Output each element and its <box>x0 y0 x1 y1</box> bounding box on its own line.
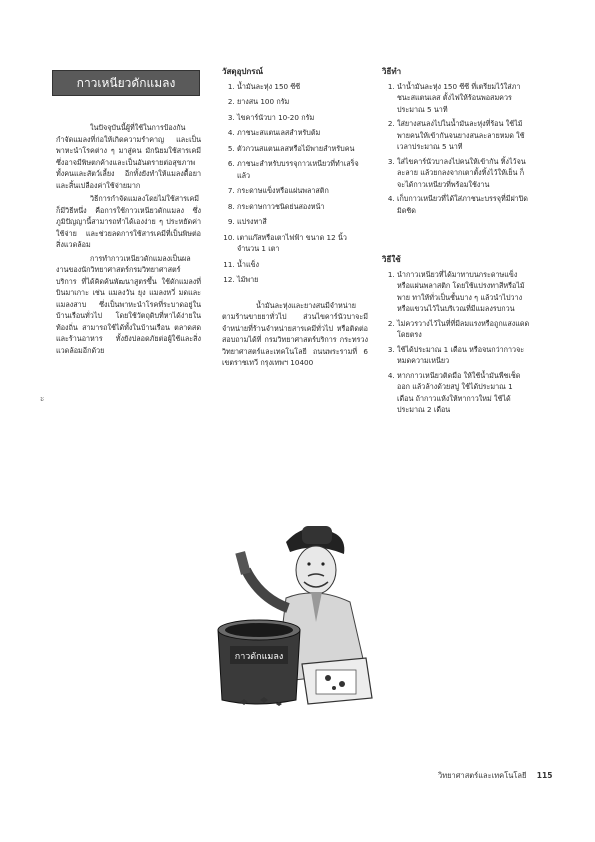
ingredients-column <box>222 66 368 369</box>
ingredient-item: 9. แปรงทาสี <box>237 216 368 228</box>
method-step: 2. ใส่ยางสนลงไปในน้ำมันละหุ่งที่ร้อน ใช้ไม้พายคนให้เข้ากันจนยางสนละลายหมด ใช้เวลาประมาณ 5 นาที <box>397 118 530 153</box>
method-heading: วิธีทำ <box>382 67 402 76</box>
intro-paragraph-3: การทำกาวเหนียวดักแมลงเป็นผลงานของนักวิทยาศาสตร์กรมวิทยาศาสตร์บริการ ที่ได้คิดค้นพัฒนาสูตรขึ้น ใช้ดักแมลงที่บินมาเกาะ เช่น แมลงวัน ยุง แมลงหวี่ มดและแมลงสาบ ซึ่งเป็นพาหะนำโรคที่ระบาดอยู่ในบ้านเรือนทั่วไป โดยใช้วัตถุดิบที่หาได้ง่ายในท้องถิ่น สามารถใช้ได้ทั้งในบ้านเรือน ตลาดสด และร้านอาหาร ทั้งยังปลอดภัยต่อผู้ใช้และสิ่งแวดล้อมอีกด้วย <box>56 253 201 355</box>
intro-paragraph-1: ในปัจจุบันนี้ผู้ที่ใช้ในการป้องกันกำจัดแมลงที่ก่อให้เกิดความรำคาญ และเป็นพาหะนำโรคต่าง ๆ มาสู่คน มักนิยมใช้สารเคมีซึ่งอาจมีพิษตกค้างและเป็นอันตรายต่อสุขภาพ ทั้งคนและสัตว์เลี้ยง อีกทั้งยังทำให้แมลงดื้อยา และสิ้นเปลืองค่าใช้จ่ายมาก <box>56 123 201 190</box>
page-footer <box>438 770 552 782</box>
method-step: 4. เก็บกาวเหนียวที่ได้ใส่ภาชนะบรรจุที่มีฝาปิดมิดชิด <box>397 193 530 216</box>
usage-step: 2. ไม่ควรวางไว้ในที่ที่มีลมแรงหรือถูกแสงแดดโดยตรง <box>397 318 530 341</box>
ingredient-item: 5. ตัวกวนสแตนเลสหรือไม้พายสำหรับคน <box>237 143 368 155</box>
ingredient-item: 7. กระดาษแข็งหรือแผ่นพลาสติก <box>237 185 368 197</box>
supplier-info: น้ำมันละหุ่งและยางสนมีจำหน่ายตามร้านขายยาทั่วไป ส่วนไขคาร์นัวบาจะมีจำหน่ายที่ร้านจำหน่ายสารเคมีทั่วไป หรือติดต่อสอบถามได้ที่ กรมวิทยาศาสตร์บริการ กระทรวงวิทยาศาสตร์และเทคโนโลยี ถนนพระรามที่ 6 เขตราชเทวี กรุงเทพฯ 10400 <box>222 300 368 367</box>
usage-heading: วิธีใช้ <box>382 255 401 264</box>
method-step: 1. นำน้ำมันละหุ่ง 150 ซีซี ที่เตรียมไว้ใส่ภาชนะสแตนเลส ตั้งไฟให้ร้อนพอสมควร ประมาณ 5 นาที <box>397 81 530 116</box>
ingredients-heading: วัสดุอุปกรณ์ <box>222 67 264 76</box>
can-label: กาวดักแมลง <box>234 652 284 662</box>
margin-mark: ะ <box>40 394 45 403</box>
article-title: กาวเหนียวดักแมลง <box>76 76 176 90</box>
ingredient-item: 12. ไม้พาย <box>237 274 368 286</box>
usage-step: 3. ใช้ได้ประมาณ 1 เดือน หรือจนกว่ากาวจะหมดความเหนียว <box>397 344 530 367</box>
ingredient-item: 8. กระดาษกาวชนิดย่นสองหน้า <box>237 201 368 213</box>
ingredient-item: 10. เตาแก๊สหรือเตาไฟฟ้า ขนาด 12 นิ้ว จำนวน 1 เตา <box>237 232 368 255</box>
method-column <box>382 66 530 419</box>
ingredient-item: 1. น้ำมันละหุ่ง 150 ซีซี <box>237 81 368 93</box>
ingredient-item: 11. น้ำแข็ง <box>237 259 368 271</box>
ingredient-item: 3. ไขคาร์นัวบา 10-20 กรัม <box>237 112 368 124</box>
ingredients-list <box>222 81 368 286</box>
illustration-man-with-glue-can <box>216 512 376 708</box>
ingredient-item: 6. ภาชนะสำหรับบรรจุกาวเหนียวที่ทำเสร็จแล้ว <box>237 158 368 181</box>
method-step: 3. ใส่ไขคาร์นัวบาลงไปคนให้เข้ากัน ทิ้งไว้จนละลาย แล้วยกลงจากเตาตั้งทิ้งไว้ให้เย็น ก็จะได้กาวเหนียวที่พร้อมใช้งาน <box>397 156 530 191</box>
usage-steps <box>382 269 530 416</box>
intro-paragraph-2: วิธีการกำจัดแมลงโดยไม่ใช้สารเคมีก็มีวิธีหนึ่ง คือการใช้กาวเหนียวดักแมลง ซึ่งภูมิปัญญานี้สามารถทำได้เองง่าย ๆ ประหยัดค่าใช้จ่าย และช่วยลดการใช้สารเคมีที่เป็นพิษต่อสิ่งแวดล้อม <box>56 194 201 249</box>
page-number: 115 <box>536 771 553 780</box>
usage-step: 1. นำกาวเหนียวที่ได้มาทาบนกระดาษแข็งหรือแผ่นพลาสติก โดยใช้แปรงทาสีหรือไม้พาย ทาให้ทั่วเป็นชั้นบาง ๆ แล้วนำไปวางหรือแขวนไว้ในบริเวณที่มีแมลงรบกวน <box>397 269 530 315</box>
ingredient-item: 2. ยางสน 100 กรัม <box>237 96 368 108</box>
usage-step: 4. หากกาวเหนียวติดมือ ให้ใช้น้ำมันพืชเช็ดออก แล้วล้างด้วยสบู่ ใช้ได้ประมาณ 1 เดือน ถ้ากาวแห้งให้ทากาวใหม่ ใช้ได้ประมาณ 2 เดือน <box>397 370 530 416</box>
ingredient-item: 4. ภาชนะสแตนเลสสำหรับต้ม <box>237 127 368 139</box>
intro-column <box>56 122 201 356</box>
footer-text: วิทยาศาสตร์และเทคโนโลยี <box>438 771 527 780</box>
method-steps <box>382 81 530 217</box>
article-title-box <box>52 70 200 96</box>
